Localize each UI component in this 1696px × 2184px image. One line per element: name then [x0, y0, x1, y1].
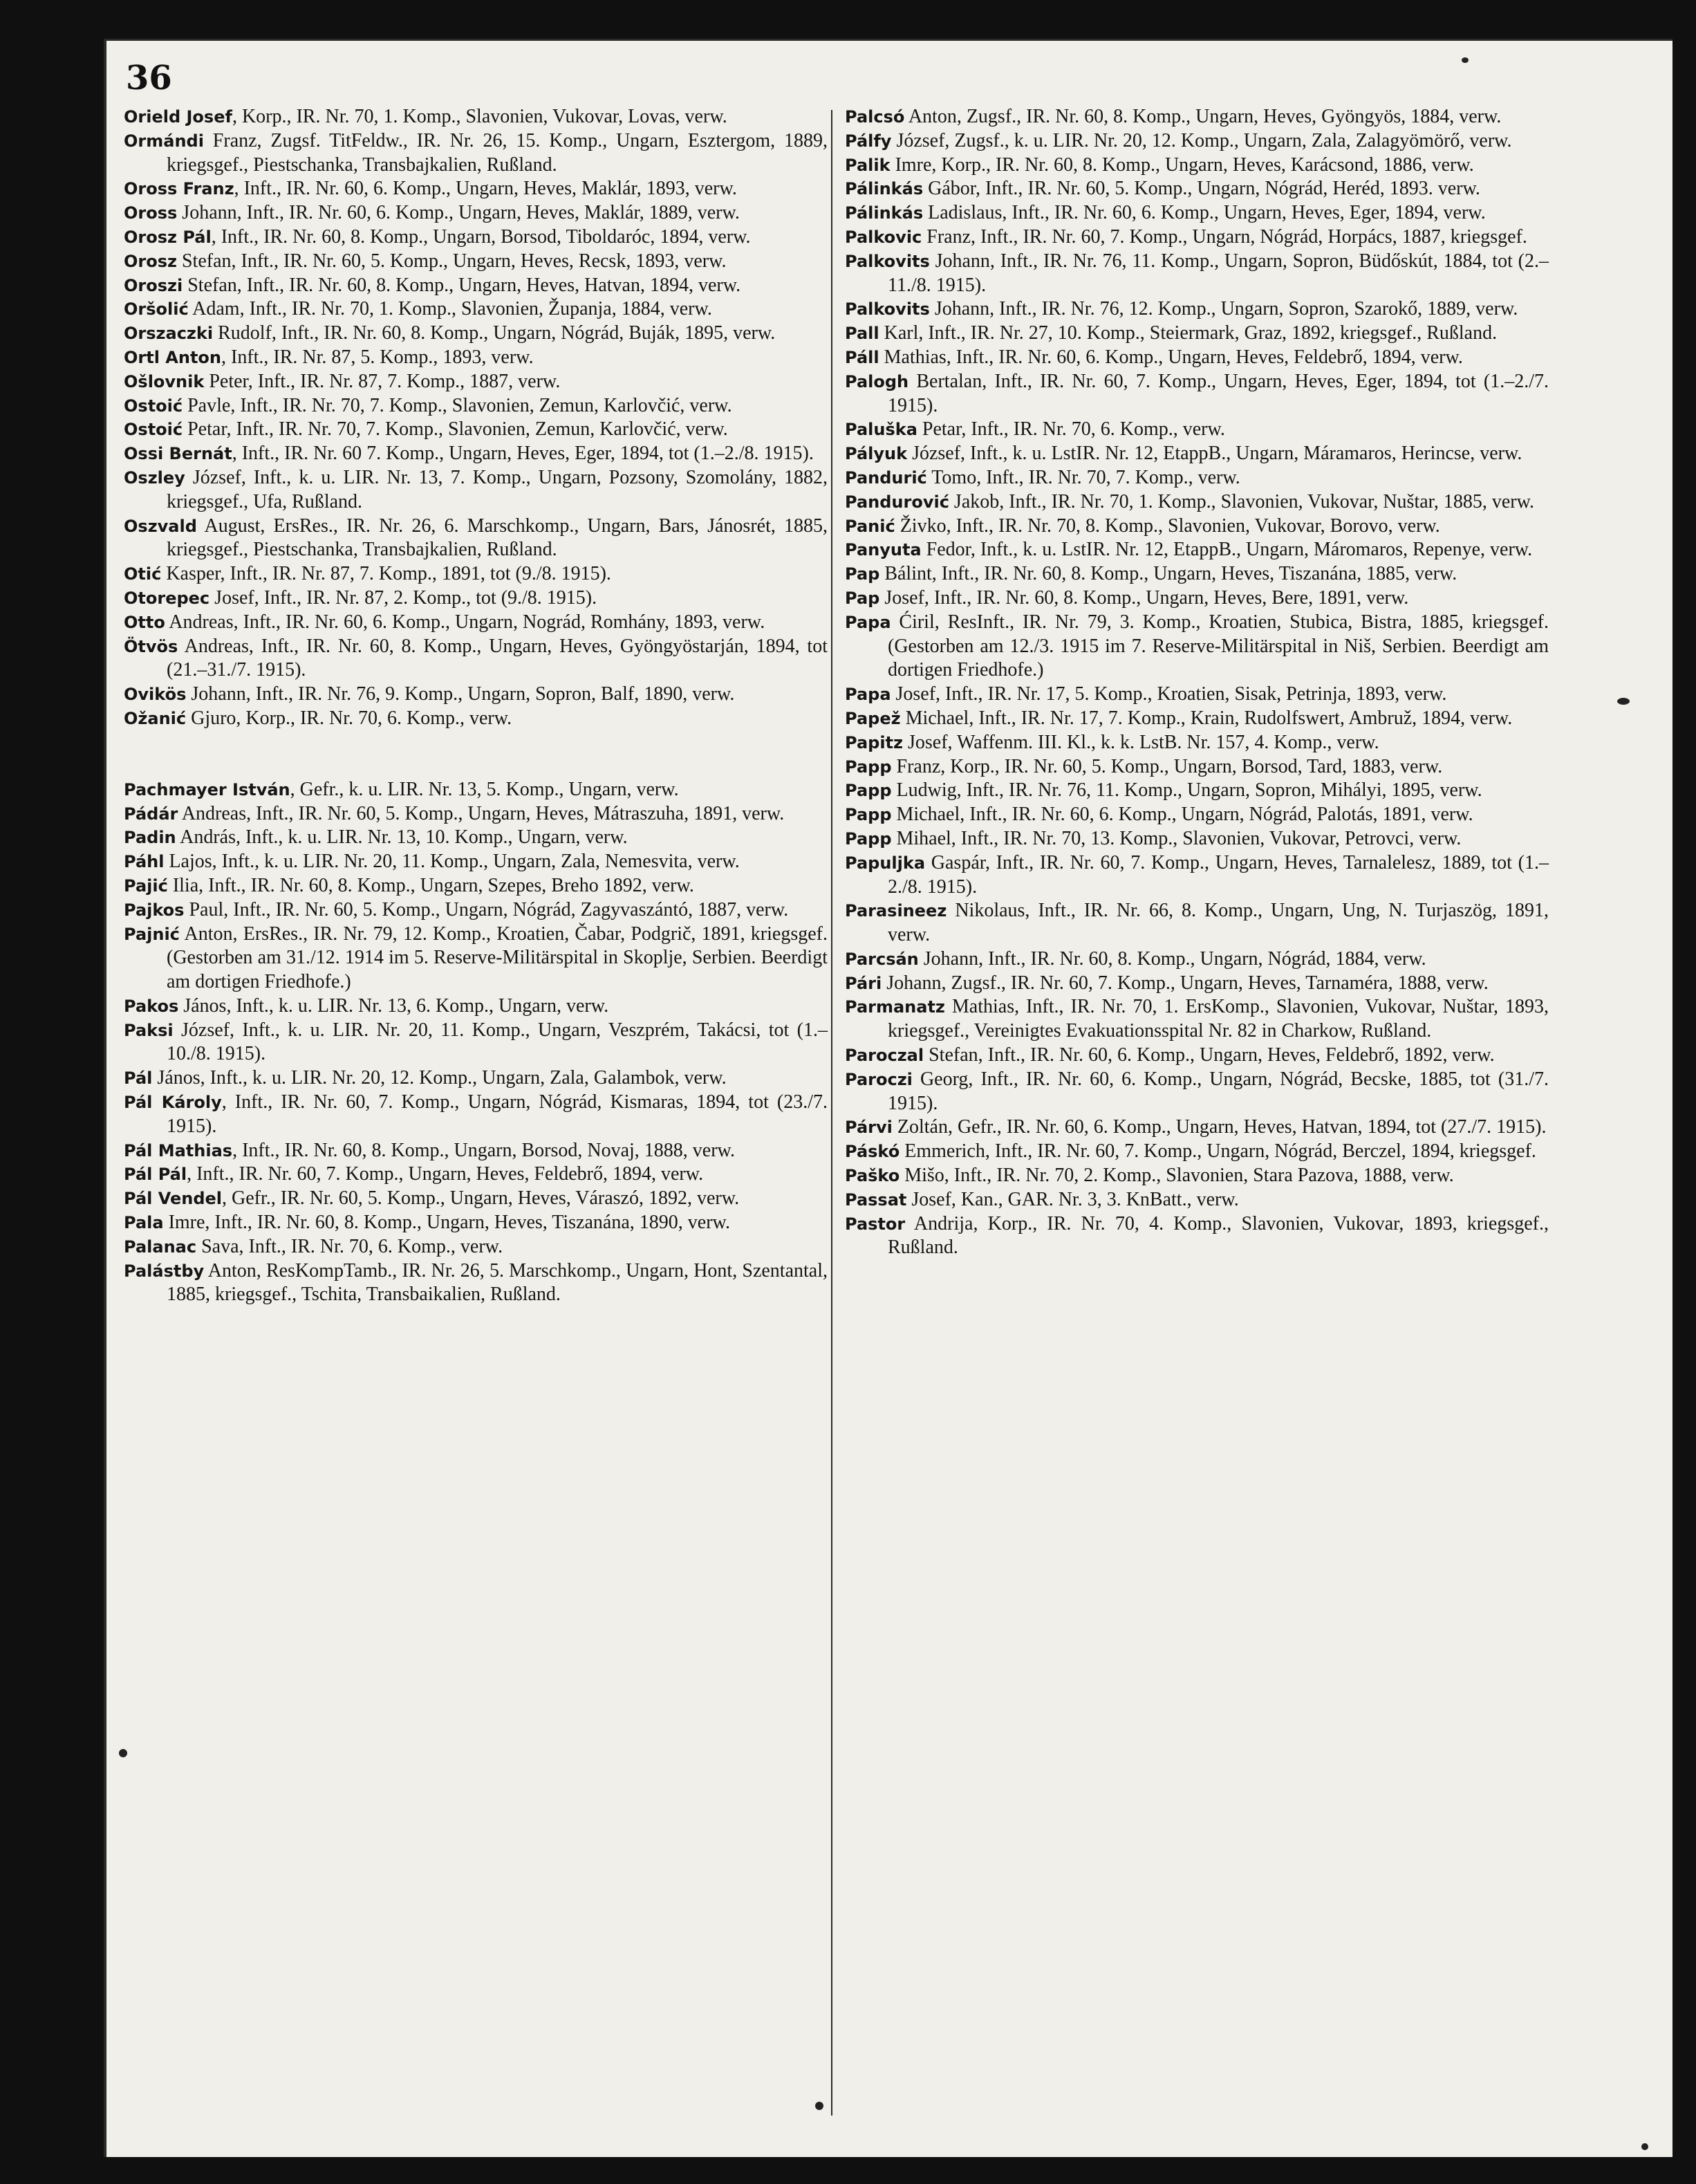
- register-entry: [845, 1164, 1549, 1188]
- entry-details: Georg, Inft., IR. Nr. 60, 6. Komp., Ungarn, Nógrád, Becske, 1885, tot (31./7. 1915).: [888, 1068, 1549, 1114]
- entry-name: Papp: [845, 829, 892, 849]
- entry-name: Pál: [124, 1068, 153, 1089]
- entry-details: Andrija, Korp., IR. Nr. 70, 4. Komp., Slavonien, Vukovar, 1893, kriegsgef., Rußland.: [888, 1212, 1549, 1259]
- document-page: [104, 39, 1672, 2157]
- entry-details: Adam, Inft., IR. Nr. 70, 1. Komp., Slavonien, Županja, 1884, verw.: [188, 298, 712, 320]
- entry-name: Oršolić: [124, 299, 189, 320]
- register-entry: [124, 923, 828, 994]
- entry-name: Palcsó: [845, 107, 905, 127]
- register-entry: [124, 394, 828, 418]
- entry-details: , Gefr., IR. Nr. 60, 5. Komp., Ungarn, Heves, Váraszó, 1892, verw.: [222, 1187, 740, 1210]
- entry-details: Gjuro, Korp., IR. Nr. 70, 6. Komp., verw.: [186, 707, 512, 729]
- entry-name: Papa: [845, 612, 891, 632]
- entry-details: Franz, Korp., IR. Nr. 60, 5. Komp., Ungarn, Borsod, Tard, 1883, verw.: [891, 755, 1443, 777]
- entry-name: Panyuta: [845, 540, 922, 560]
- entry-details: Mathias, Inft., IR. Nr. 60, 6. Komp., Ungarn, Heves, Feldebrő, 1894, verw.: [879, 346, 1463, 368]
- entry-details: Petar, Inft., IR. Nr. 70, 7. Komp., Slavonien, Zemun, Karlovčić, verw.: [183, 418, 728, 441]
- entry-details: Josef, Inft., IR. Nr. 60, 8. Komp., Ungarn, Heves, Bere, 1891, verw.: [879, 586, 1409, 609]
- register-entry: [124, 778, 828, 802]
- entry-name: Oszley: [124, 468, 185, 488]
- entry-name: Paško: [845, 1166, 900, 1186]
- entry-details: Andreas, Inft., IR. Nr. 60, 5. Komp., Ungarn, Heves, Mátraszuha, 1891, verw.: [178, 802, 785, 824]
- entry-name: Palkovits: [845, 299, 930, 320]
- register-entry: [124, 683, 828, 707]
- entry-name: Otorepec: [124, 588, 210, 608]
- entry-details: Bertalan, Inft., IR. Nr. 60, 7. Komp., Ungarn, Heves, Eger, 1894, tot (1.–2./7. 1915).: [888, 370, 1549, 416]
- register-entry: [845, 1068, 1549, 1116]
- entry-details: Josef, Waffenm. III. Kl., k. k. LstB. Nr. 157, 4. Komp., verw.: [903, 731, 1379, 753]
- entry-name: Parmanatz: [845, 997, 945, 1017]
- register-entry: [124, 850, 828, 874]
- entry-details: Ludwig, Inft., IR. Nr. 76, 11. Komp., Ungarn, Sopron, Mihályi, 1895, verw.: [891, 779, 1482, 802]
- register-entry: [124, 418, 828, 442]
- print-speck: [1641, 2143, 1648, 2150]
- entry-details: August, ErsRes., IR. Nr. 26, 6. Marschkomp., Ungarn, Bars, Jánosrét, 1885, kriegsgef., Piestschanka, Transbajkalien, Rußland.: [167, 515, 828, 561]
- entry-details: József, Zugsf., k. u. LIR. Nr. 20, 12. Komp., Ungarn, Zala, Zalagyömörő, verw.: [891, 129, 1512, 151]
- entry-name: Ošlovnik: [124, 371, 205, 391]
- entry-name: Palástby: [124, 1261, 205, 1281]
- entry-details: Johann, Inft., IR. Nr. 60, 8. Komp., Ungarn, Nógrád, 1884, verw.: [918, 947, 1426, 970]
- entry-name: Párvi: [845, 1118, 893, 1138]
- entry-details: András, Inft., k. u. LIR. Nr. 13, 10. Komp., Ungarn, verw.: [176, 826, 628, 849]
- entry-details: Michael, Inft., IR. Nr. 17, 7. Komp., Krain, Rudolfswert, Ambruž, 1894, verw.: [900, 707, 1513, 729]
- register-entry: [845, 129, 1549, 154]
- entry-name: Parcsán: [845, 949, 919, 969]
- entry-name: Papp: [845, 781, 892, 801]
- entry-name: Palanac: [124, 1237, 197, 1257]
- right-column: [845, 105, 1549, 1260]
- register-entry: [124, 611, 828, 635]
- entry-details: , Gefr., k. u. LIR. Nr. 13, 5. Komp., Ungarn, verw.: [290, 778, 679, 800]
- entry-name: Padin: [124, 828, 176, 848]
- print-speck: [119, 1749, 127, 1757]
- page-number: 36: [126, 59, 172, 98]
- entry-details: János, Inft., k. u. LIR. Nr. 13, 6. Komp., Ungarn, verw.: [178, 994, 609, 1017]
- entry-name: Ovikös: [124, 685, 187, 705]
- entry-name: Pap: [845, 564, 880, 584]
- register-entry: [124, 1235, 828, 1259]
- entry-details: , Inft., IR. Nr. 87, 5. Komp., 1893, verw.: [221, 346, 534, 368]
- entry-details: Stefan, Inft., IR. Nr. 60, 8. Komp., Ungarn, Heves, Hatvan, 1894, verw.: [183, 274, 741, 296]
- entry-name: Pálinkás: [845, 203, 924, 223]
- entry-name: Palkovic: [845, 227, 922, 247]
- entry-name: Pál Pál: [124, 1165, 187, 1185]
- entry-details: Jakob, Inft., IR. Nr. 70, 1. Komp., Slavonien, Vukovar, Nuštar, 1885, verw.: [949, 490, 1535, 512]
- entry-details: Mihael, Inft., IR. Nr. 70, 13. Komp., Slavonien, Vukovar, Petrovci, verw.: [891, 827, 1462, 849]
- entry-details: Stefan, Inft., IR. Nr. 60, 6. Komp., Ungarn, Heves, Feldebrő, 1892, verw.: [924, 1044, 1495, 1066]
- entry-details: Michael, Inft., IR. Nr. 60, 6. Komp., Ungarn, Nógrád, Palotás, 1891, verw.: [891, 804, 1473, 826]
- entry-name: Otić: [124, 564, 162, 584]
- register-entry: [124, 466, 828, 515]
- entry-name: Oszvald: [124, 516, 197, 536]
- register-entry: [845, 1140, 1549, 1164]
- entry-name: Pall: [845, 324, 879, 344]
- entry-name: Pajnić: [124, 924, 180, 944]
- register-entry: [845, 562, 1549, 586]
- entry-details: Zoltán, Gefr., IR. Nr. 60, 6. Komp., Ungarn, Heves, Hatvan, 1894, tot (27./7. 1915).: [892, 1116, 1547, 1138]
- entry-details: Emmerich, Inft., IR. Nr. 60, 7. Komp., Ungarn, Nógrád, Berczel, 1894, kriegsgef.: [900, 1140, 1536, 1163]
- register-entry: [845, 827, 1549, 851]
- register-entry: [845, 442, 1549, 466]
- register-entry: [124, 826, 828, 850]
- entry-details: Pavle, Inft., IR. Nr. 70, 7. Komp., Slavonien, Zemun, Karlovčić, verw.: [183, 394, 732, 416]
- register-entry: [845, 779, 1549, 803]
- register-entry: [124, 1091, 828, 1139]
- entry-name: Oroszi: [124, 275, 183, 295]
- entry-details: Stefan, Inft., IR. Nr. 60, 5. Komp., Ungarn, Heves, Recsk, 1893, verw.: [176, 250, 727, 272]
- entry-name: Orszaczki: [124, 324, 214, 344]
- register-entry: [124, 322, 828, 346]
- entry-name: Papitz: [845, 732, 903, 752]
- register-entry: [845, 515, 1549, 539]
- register-entry: [124, 105, 828, 129]
- entry-details: Imre, Inft., IR. Nr. 60, 8. Komp., Ungarn, Heves, Tiszanána, 1890, verw.: [163, 1212, 730, 1234]
- register-entry: [124, 274, 828, 298]
- entry-name: Palkovits: [845, 251, 930, 271]
- entry-name: Páhl: [124, 852, 165, 872]
- entry-details: Anton, ResKompTamb., IR. Nr. 26, 5. Marschkomp., Ungarn, Hont, Szentantal, 1885, kriegsgef., Tschita, Transbaikalien, Rußland.: [167, 1259, 828, 1306]
- register-entry: [124, 370, 828, 394]
- register-entry: [124, 250, 828, 274]
- entry-name: Paluška: [845, 420, 917, 440]
- entry-name: Palik: [845, 155, 891, 175]
- entry-name: Orosz Pál: [124, 227, 212, 247]
- print-speck: [1462, 57, 1469, 63]
- entry-name: Pádár: [124, 804, 178, 824]
- entry-details: Živko, Inft., IR. Nr. 70, 8. Komp., Slavonien, Vukovar, Borovo, verw.: [895, 515, 1440, 537]
- entry-name: Pál Mathias: [124, 1140, 233, 1160]
- entry-name: Papa: [845, 685, 891, 705]
- register-entry: [845, 611, 1549, 683]
- entry-name: Ötvös: [124, 636, 178, 656]
- register-entry: [845, 683, 1549, 707]
- entry-details: Josef, Inft., IR. Nr. 17, 5. Komp., Kroatien, Sisak, Petrinja, 1893, verw.: [891, 683, 1447, 705]
- register-entry: [124, 1187, 828, 1211]
- entry-details: Kasper, Inft., IR. Nr. 87, 7. Komp., 1891, tot (9./8. 1915).: [161, 563, 611, 585]
- entry-details: József, Inft., k. u. LIR. Nr. 13, 7. Komp., Ungarn, Pozsony, Szomolány, 1882, kriegsgef., Ufa, Rußland.: [167, 466, 828, 512]
- entry-details: Franz, Inft., IR. Nr. 60, 7. Komp., Ungarn, Nógrád, Horpács, 1887, kriegsgef.: [922, 225, 1527, 248]
- entry-name: Orield Josef: [124, 107, 232, 127]
- entry-details: Josef, Inft., IR. Nr. 87, 2. Komp., tot (9./8. 1915).: [209, 586, 597, 609]
- entry-name: Pap: [845, 588, 880, 608]
- register-entry: [124, 707, 828, 731]
- entry-name: Páll: [845, 347, 879, 367]
- register-entry: [845, 250, 1549, 298]
- register-entry: [845, 105, 1549, 129]
- register-entry: [845, 154, 1549, 178]
- entry-details: Gaspár, Inft., IR. Nr. 60, 7. Komp., Ungarn, Heves, Tarnalelesz, 1889, tot (1.–2./8. 1915).: [888, 851, 1549, 898]
- register-entry: [124, 297, 828, 322]
- entry-details: Johann, Inft., IR. Nr. 60, 6. Komp., Ungarn, Heves, Maklár, 1889, verw.: [177, 202, 740, 224]
- register-entry: [124, 586, 828, 611]
- register-entry: [845, 297, 1549, 322]
- register-entry: [845, 899, 1549, 947]
- entry-details: Johann, Zugsf., IR. Nr. 60, 7. Komp., Ungarn, Heves, Tarnaméra, 1888, verw.: [882, 972, 1489, 994]
- register-entry: [845, 586, 1549, 611]
- entry-name: Pajić: [124, 876, 168, 896]
- entry-details: Johann, Inft., IR. Nr. 76, 11. Komp., Ungarn, Sopron, Büdőskút, 1884, tot (2.–11./8. 1915).: [888, 250, 1549, 296]
- entry-name: Paksi: [124, 1020, 174, 1040]
- register-entry: [845, 1116, 1549, 1140]
- register-entry: [845, 851, 1549, 900]
- register-entry: [124, 201, 828, 225]
- entry-name: Ossi Bernát: [124, 444, 232, 464]
- column-divider: [831, 110, 832, 2116]
- register-entry: [845, 803, 1549, 827]
- entry-details: Rudolf, Inft., IR. Nr. 60, 8. Komp., Ungarn, Nógrád, Buják, 1895, verw.: [213, 322, 776, 344]
- entry-name: Oross Franz: [124, 179, 234, 199]
- entry-details: , Inft., IR. Nr. 60, 7. Komp., Ungarn, Heves, Feldebrő, 1894, verw.: [187, 1163, 704, 1185]
- register-entry: [845, 322, 1549, 346]
- entry-name: Ormándi: [124, 131, 204, 151]
- register-entry: [124, 562, 828, 586]
- register-entry: [845, 755, 1549, 779]
- register-entry: [124, 898, 828, 923]
- entry-name: Ostoić: [124, 420, 183, 440]
- entry-name: Pakos: [124, 996, 179, 1016]
- entry-name: Pálfy: [845, 131, 892, 151]
- entry-name: Papež: [845, 708, 901, 728]
- register-entry: [845, 466, 1549, 490]
- entry-name: Otto: [124, 612, 165, 632]
- entry-name: Pachmayer István: [124, 779, 290, 799]
- entry-details: Anton, ErsRes., IR. Nr. 79, 12. Komp., Kroatien, Čabar, Podgrič, 1891, kriegsgef. (Gestorben am 31./12. 1914 im 5. Reserve-Militärspital in Skoplje, Serbien. Beerdigt am dortigen Friedhofe.): [167, 923, 828, 993]
- entry-details: , Inft., IR. Nr. 60, 8. Komp., Ungarn, Borsod, Novaj, 1888, verw.: [232, 1139, 735, 1161]
- entry-details: Petar, Inft., IR. Nr. 70, 6. Komp., verw.: [917, 418, 1225, 441]
- print-speck: [1617, 698, 1630, 705]
- entry-details: Mathias, Inft., IR. Nr. 70, 1. ErsKomp., Slavonien, Vukovar, Nuštar, 1893, kriegsgef., Vereinigtes Evakuationsspital Nr. 82 in Charkow, Rußland.: [888, 996, 1549, 1042]
- register-entry: [845, 972, 1549, 996]
- entry-name: Papuljka: [845, 853, 926, 873]
- register-entry: [124, 1259, 828, 1308]
- entry-name: Ožanić: [124, 708, 187, 728]
- entry-details: , Inft., IR. Nr. 60, 6. Komp., Ungarn, Heves, Maklár, 1893, verw.: [234, 178, 737, 200]
- entry-details: Anton, Zugsf., IR. Nr. 60, 8. Komp., Ungarn, Heves, Gyöngyös, 1884, verw.: [904, 106, 1502, 127]
- entry-details: Mišo, Inft., IR. Nr. 70, 2. Komp., Slavonien, Stara Pazova, 1888, verw.: [900, 1165, 1454, 1187]
- entry-details: Johann, Inft., IR. Nr. 76, 12. Komp., Ungarn, Sopron, Szarokő, 1889, verw.: [929, 298, 1518, 320]
- register-entry: [124, 177, 828, 201]
- register-entry: [124, 802, 828, 826]
- entry-details: Gábor, Inft., IR. Nr. 60, 5. Komp., Ungarn, Nógrád, Heréd, 1893. verw.: [923, 178, 1480, 200]
- entry-name: Papp: [845, 805, 892, 825]
- register-entry: [845, 225, 1549, 250]
- register-entry: [124, 225, 828, 250]
- entry-details: Josef, Kan., GAR. Nr. 3, 3. KnBatt., verw.: [906, 1188, 1239, 1210]
- entry-details: , Inft., IR. Nr. 60, 8. Komp., Ungarn, Borsod, Tiboldaróc, 1894, verw.: [211, 225, 751, 248]
- register-entry: [845, 370, 1549, 418]
- entry-details: Karl, Inft., IR. Nr. 27, 10. Komp., Steiermark, Graz, 1892, kriegsgef., Rußland.: [879, 322, 1498, 344]
- entry-details: Lajos, Inft., k. u. LIR. Nr. 20, 11. Komp., Ungarn, Zala, Nemesvita, verw.: [164, 851, 740, 873]
- register-entry: [124, 129, 828, 178]
- entry-name: Pál Vendel: [124, 1189, 223, 1209]
- entry-details: Peter, Inft., IR. Nr. 87, 7. Komp., 1887, verw.: [204, 370, 561, 392]
- entry-name: Pályuk: [845, 444, 908, 464]
- entry-name: Pastor: [845, 1214, 906, 1234]
- entry-name: Pandurić: [845, 468, 927, 488]
- entry-details: Imre, Korp., IR. Nr. 60, 8. Komp., Ungarn, Heves, Karácsond, 1886, verw.: [890, 154, 1474, 176]
- entry-details: Ćiril, ResInft., IR. Nr. 79, 3. Komp., Kroatien, Stubica, Bistra, 1885, kriegsgef. (Gestorben am 12./3. 1915 im 7. Reserve-Militärspital in Niš, Serbien. Beerdigt am dortigen Friedhofe.): [888, 611, 1549, 681]
- entry-details: Paul, Inft., IR. Nr. 60, 5. Komp., Ungarn, Nógrád, Zagyvaszántó, 1887, verw.: [184, 898, 789, 920]
- register-entry: [845, 201, 1549, 225]
- register-entry: [845, 1188, 1549, 1212]
- entry-name: Passat: [845, 1190, 907, 1210]
- register-entry: [124, 442, 828, 466]
- print-speck: [815, 2102, 823, 2110]
- register-entry: [124, 874, 828, 898]
- entry-details: , Inft., IR. Nr. 60, 7. Komp., Ungarn, Nógrád, Kismaras, 1894, tot (23./7. 1915).: [167, 1091, 828, 1137]
- register-entry: [124, 1066, 828, 1091]
- register-entry: [124, 1139, 828, 1163]
- register-entry: [124, 994, 828, 1019]
- register-entry: [124, 515, 828, 563]
- entry-details: János, Inft., k. u. LIR. Nr. 20, 12. Komp., Ungarn, Zala, Galambok, verw.: [152, 1067, 727, 1089]
- register-entry: [845, 1212, 1549, 1261]
- left-column: [124, 105, 828, 1307]
- entry-name: Pala: [124, 1213, 164, 1233]
- entry-name: Pajkos: [124, 900, 185, 920]
- entry-name: Pári: [845, 973, 882, 993]
- entry-details: , Korp., IR. Nr. 70, 1. Komp., Slavonien, Vukovar, Lovas, verw.: [232, 106, 727, 127]
- entry-name: Papp: [845, 757, 892, 777]
- entry-details: Ilia, Inft., IR. Nr. 60, 8. Komp., Ungarn, Szepes, Breho 1892, verw.: [167, 874, 694, 896]
- entry-name: Pálinkás: [845, 179, 924, 199]
- section-gap: [124, 731, 828, 778]
- register-entry: [845, 1044, 1549, 1068]
- register-entry: [845, 177, 1549, 201]
- entry-details: Johann, Inft., IR. Nr. 76, 9. Komp., Ungarn, Sopron, Balf, 1890, verw.: [186, 683, 735, 705]
- entry-name: Ortl Anton: [124, 347, 221, 367]
- register-entry: [845, 995, 1549, 1044]
- register-entry: [124, 1211, 828, 1235]
- entry-details: , Inft., IR. Nr. 60 7. Komp., Ungarn, Heves, Eger, 1894, tot (1.–2./8. 1915).: [232, 443, 814, 465]
- entry-details: József, Inft., k. u. LstIR. Nr. 12, EtappB., Ungarn, Máramaros, Herincse, verw.: [907, 443, 1522, 465]
- entry-name: Paroczal: [845, 1046, 924, 1066]
- entry-name: Parasineez: [845, 901, 947, 921]
- register-entry: [124, 346, 828, 370]
- entry-details: Nikolaus, Inft., IR. Nr. 66, 8. Komp., Ungarn, Ung, N. Turjaszög, 1891, verw.: [888, 900, 1549, 946]
- entry-name: Pál Károly: [124, 1093, 222, 1113]
- entry-details: Bálint, Inft., IR. Nr. 60, 8. Komp., Ungarn, Heves, Tiszanána, 1885, verw.: [879, 563, 1457, 585]
- entry-details: Ladislaus, Inft., IR. Nr. 60, 6. Komp., Ungarn, Heves, Eger, 1894, verw.: [923, 202, 1486, 224]
- entry-details: Fedor, Inft., k. u. LstIR. Nr. 12, EtappB., Ungarn, Máromaros, Repenye, verw.: [921, 539, 1533, 561]
- entry-details: József, Inft., k. u. LIR. Nr. 20, 11. Komp., Ungarn, Veszprém, Takácsi, tot (1.–10./8. 1915).: [167, 1019, 828, 1065]
- entry-name: Oross: [124, 203, 178, 223]
- register-entry: [845, 731, 1549, 755]
- entry-name: Paroczi: [845, 1069, 913, 1089]
- entry-details: Sava, Inft., IR. Nr. 70, 6. Komp., verw.: [196, 1235, 503, 1257]
- register-entry: [845, 538, 1549, 562]
- register-entry: [124, 1019, 828, 1067]
- entry-details: Tomo, Inft., IR. Nr. 70, 7. Komp., verw.: [926, 466, 1240, 488]
- entry-name: Ostoić: [124, 396, 183, 416]
- entry-name: Pandurović: [845, 492, 949, 512]
- entry-name: Panić: [845, 516, 895, 536]
- register-entry: [845, 346, 1549, 370]
- register-entry: [845, 947, 1549, 972]
- entry-details: Andreas, Inft., IR. Nr. 60, 8. Komp., Ungarn, Heves, Gyöngyöstarján, 1894, tot (21.–31./7. 1915).: [167, 635, 828, 681]
- register-entry: [845, 418, 1549, 442]
- register-entry: [845, 490, 1549, 515]
- register-entry: [124, 1163, 828, 1187]
- register-entry: [124, 635, 828, 683]
- entry-details: Franz, Zugsf. TitFeldw., IR. Nr. 26, 15. Komp., Ungarn, Esztergom, 1889, kriegsgef., Piestschanka, Transbajkalien, Rußland.: [167, 129, 828, 176]
- register-entry: [845, 707, 1549, 731]
- entry-name: Páskó: [845, 1142, 900, 1162]
- entry-name: Palogh: [845, 371, 909, 391]
- entry-name: Orosz: [124, 251, 177, 271]
- entry-details: Andreas, Inft., IR. Nr. 60, 6. Komp., Ungarn, Nográd, Romhány, 1893, verw.: [165, 611, 765, 633]
